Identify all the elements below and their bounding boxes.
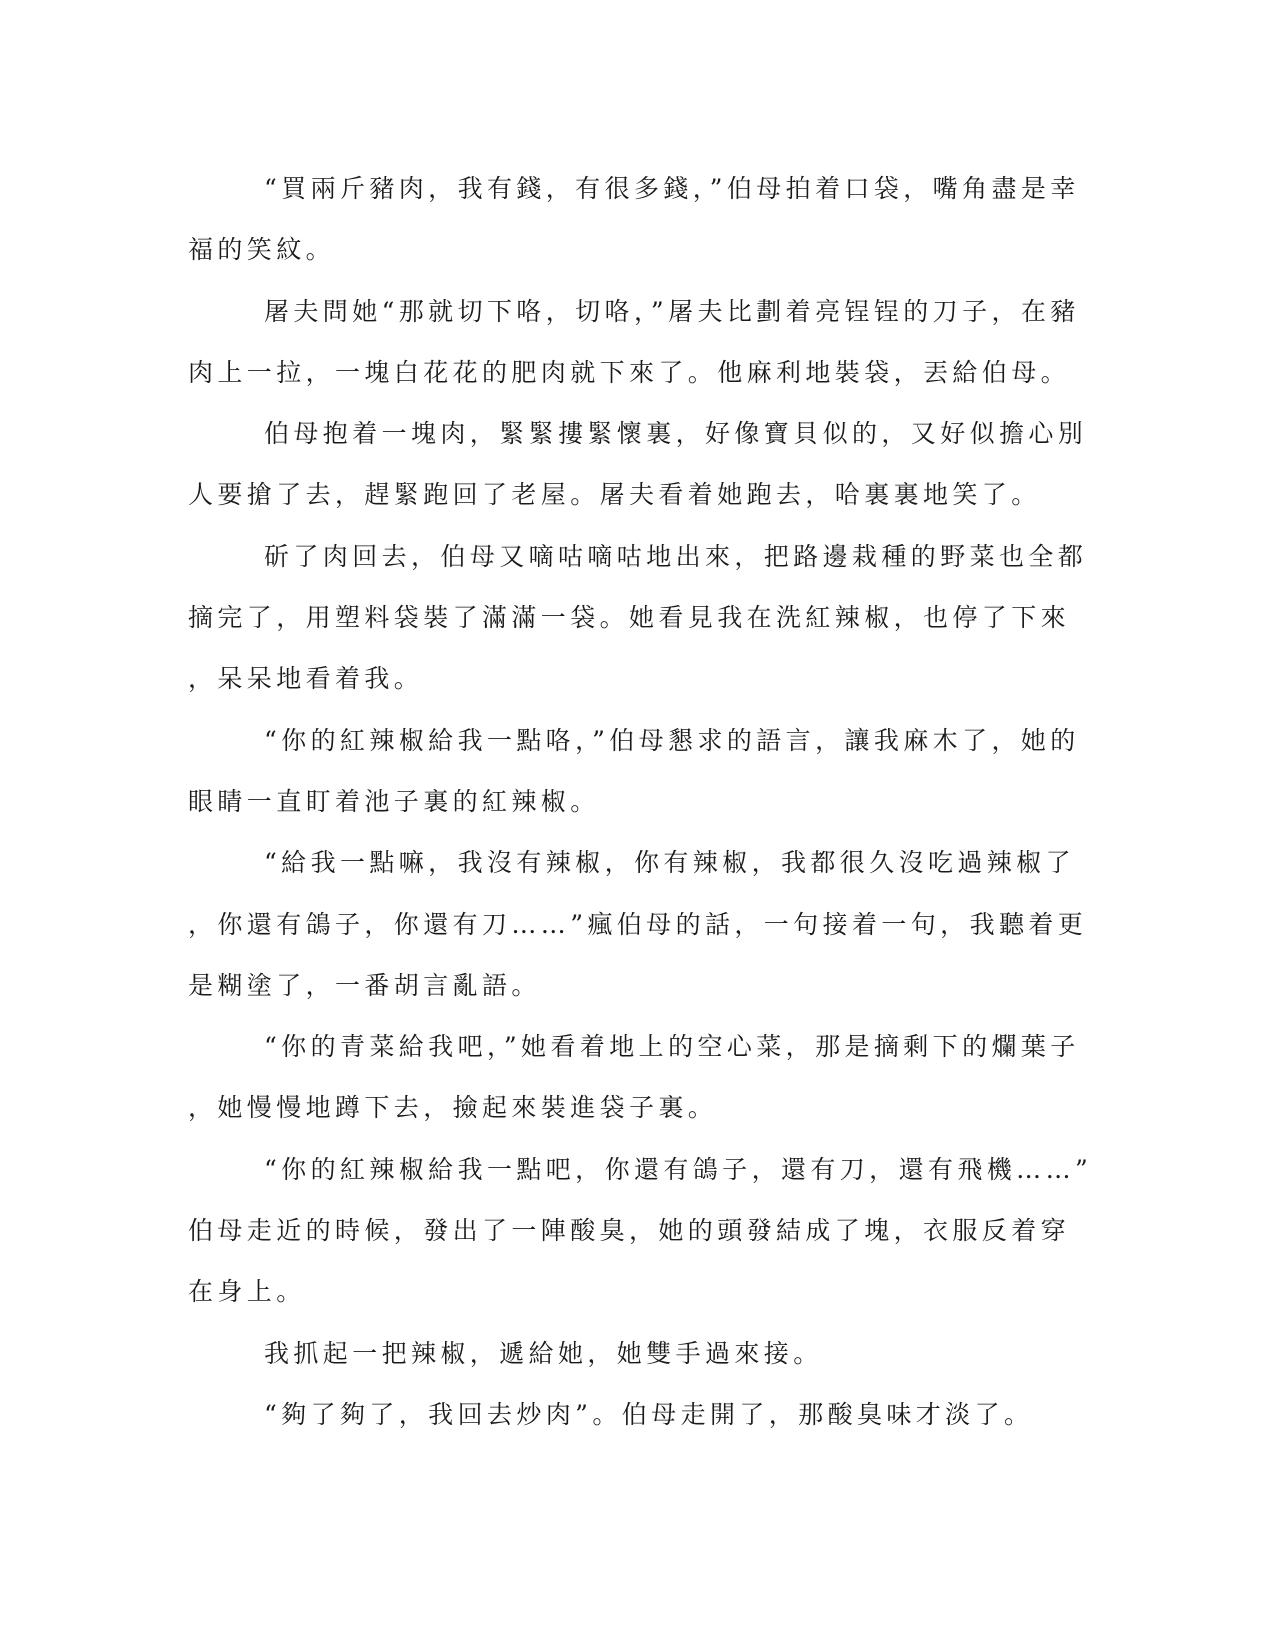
text-line: 伯母抱着一塊肉，緊緊摟緊懷裏，好像寶貝似的，又好似擔心別 [264, 419, 1088, 449]
text-line: ，呆呆地看着我。 [188, 664, 424, 694]
text-line: ，她慢慢地蹲下去，撿起來裝進袋子裏。 [188, 1093, 718, 1123]
text-line: 我抓起一把辣椒，遞給她，她雙手過來接。 [264, 1338, 823, 1368]
text-line: 是糊塗了，一番胡言亂語。 [188, 970, 541, 1000]
text-line: 人要搶了去，趕緊跑回了老屋。屠夫看着她跑去，哈裏裏地笑了。 [188, 480, 1041, 510]
body-text [188, 158, 1093, 1445]
text-line: ，你還有鴿子，你還有刀……”瘋伯母的話，一句接着一句，我聽着更 [188, 909, 1088, 939]
text-line: 在身上。 [188, 1277, 306, 1307]
text-line: “給我一點嘛，我沒有辣椒，你有辣椒，我都很久沒吃過辣椒了 [264, 848, 1075, 878]
text-line: 斫了肉回去，伯母又嘀咕嘀咕地出來，把路邊栽種的野菜也全都 [264, 541, 1088, 571]
text-line: “你的青菜給我吧，”她看着地上的空心菜，那是摘剩下的爛葉子 [264, 1032, 1080, 1062]
text-line: “買兩斤豬肉，我有錢，有很多錢，”伯母拍着口袋，嘴角盡是幸 [264, 174, 1080, 203]
text-line: 屠夫問她“那就切下咯，切咯，”屠夫比劃着亮锃锃的刀子，在豬 [264, 296, 1080, 326]
text-line: “你的紅辣椒給我一點吧，你還有鴿子，還有刀，還有飛機……” [264, 1154, 1093, 1184]
text-line: 肉上一拉，一塊白花花的肥肉就下來了。他麻利地裝袋，丟給伯母。 [188, 357, 1071, 387]
text-line: “你的紅辣椒給我一點咯，”伯母懇求的語言，讓我麻木了，她的 [264, 725, 1080, 755]
text-line: “夠了夠了，我回去炒肉”。伯母走開了，那酸臭味才淡了。 [264, 1399, 1034, 1429]
text-line: 福的笑紋。 [188, 235, 336, 265]
text-line: 眼睛一直盯着池子裏的紅辣椒。 [188, 786, 600, 816]
text-line: 伯母走近的時候，發出了一陣酸臭，她的頭發結成了塊，衣服反着穿 [188, 1216, 1071, 1246]
text-line: 摘完了，用塑料袋裝了滿滿一袋。她看見我在洗紅辣椒，也停了下來 [188, 603, 1071, 633]
